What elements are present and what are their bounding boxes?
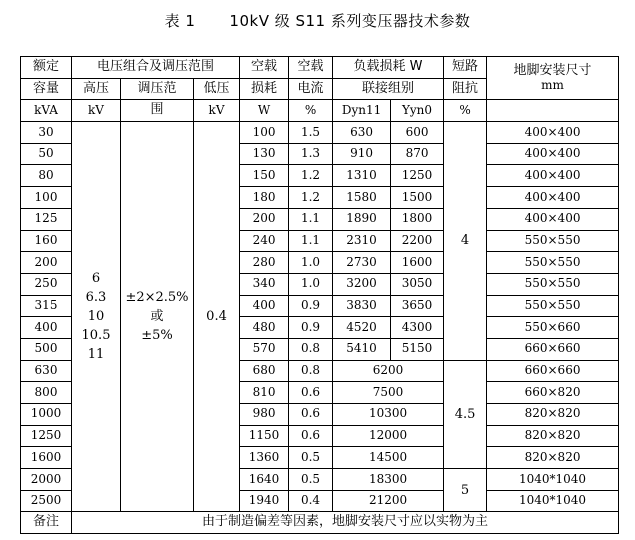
capacity-cell: 630 <box>21 360 72 382</box>
capacity-cell: 100 <box>21 187 72 209</box>
foot-size-cell: 550×660 <box>487 317 619 339</box>
no-load-loss-cell: 480 <box>240 317 289 339</box>
load-loss-dyn11-cell: 1890 <box>333 208 391 230</box>
no-load-loss-cell: 1150 <box>240 425 289 447</box>
load-loss-yyn0-cell: 1800 <box>391 208 444 230</box>
table-title <box>0 10 635 31</box>
capacity-cell: 125 <box>21 208 72 230</box>
header-hv-1: 高压 <box>72 78 121 100</box>
tap-value: ±5% <box>141 328 173 344</box>
foot-size-cell: 550×550 <box>487 252 619 274</box>
header-foot-size-label: 地脚安装尺寸 <box>513 62 592 78</box>
capacity-cell: 50 <box>21 143 72 165</box>
no-load-loss-cell: 1940 <box>240 490 289 512</box>
lv-value-cell: 0.4 <box>194 122 240 512</box>
foot-size-cell: 400×400 <box>487 165 619 187</box>
load-loss-cell: 6200 <box>333 360 444 382</box>
header-no-load-loss-unit: W <box>240 100 289 122</box>
header-foot-size <box>487 57 619 100</box>
no-load-loss-cell: 200 <box>240 208 289 230</box>
header-rated-capacity-2: 容量 <box>21 78 72 100</box>
load-loss-dyn11-cell: 630 <box>333 122 391 144</box>
capacity-cell: 2000 <box>21 469 72 491</box>
header-connection-group: 联接组别 <box>333 78 444 100</box>
header-lv-unit: kV <box>194 100 240 122</box>
foot-size-cell: 1040*1040 <box>487 469 619 491</box>
header-dyn11: Dyn11 <box>333 100 391 122</box>
foot-size-cell: 550×550 <box>487 273 619 295</box>
load-loss-cell: 7500 <box>333 382 444 404</box>
foot-size-cell: 660×660 <box>487 338 619 360</box>
header-no-load-current-2: 电流 <box>289 78 333 100</box>
load-loss-yyn0-cell: 600 <box>391 122 444 144</box>
load-loss-cell: 21200 <box>333 490 444 512</box>
header-foot-blank <box>487 100 619 122</box>
impedance-cell-b: 4.5 <box>444 360 487 468</box>
load-loss-yyn0-cell: 5150 <box>391 338 444 360</box>
foot-size-cell: 660×820 <box>487 382 619 404</box>
no-load-loss-cell: 1640 <box>240 469 289 491</box>
no-load-current-cell: 1.2 <box>289 165 333 187</box>
header-no-load-current-unit: % <box>289 100 333 122</box>
no-load-current-cell: 0.6 <box>289 404 333 426</box>
header-impedance-1: 短路 <box>444 57 487 79</box>
capacity-cell: 400 <box>21 317 72 339</box>
load-loss-cell: 10300 <box>333 404 444 426</box>
foot-size-cell: 660×660 <box>487 360 619 382</box>
load-loss-cell: 14500 <box>333 447 444 469</box>
no-load-current-cell: 1.1 <box>289 208 333 230</box>
tap-value: 或 <box>150 309 164 325</box>
hv-value: 10.5 <box>81 328 111 344</box>
load-loss-yyn0-cell: 1250 <box>391 165 444 187</box>
no-load-current-cell: 0.6 <box>289 382 333 404</box>
no-load-current-cell: 0.4 <box>289 490 333 512</box>
load-loss-yyn0-cell: 4300 <box>391 317 444 339</box>
no-load-loss-cell: 280 <box>240 252 289 274</box>
load-loss-yyn0-cell: 1600 <box>391 252 444 274</box>
load-loss-dyn11-cell: 4520 <box>333 317 391 339</box>
header-tap-range-2: 围 <box>121 100 194 122</box>
foot-size-cell: 550×550 <box>487 230 619 252</box>
no-load-loss-cell: 340 <box>240 273 289 295</box>
header-impedance-unit: % <box>444 100 487 122</box>
foot-size-cell: 820×820 <box>487 425 619 447</box>
load-loss-yyn0-cell: 2200 <box>391 230 444 252</box>
no-load-current-cell: 0.9 <box>289 317 333 339</box>
foot-size-cell: 820×820 <box>487 447 619 469</box>
header-voltage-group: 电压组合及调压范围 <box>72 57 240 79</box>
header-hv-unit: kV <box>72 100 121 122</box>
no-load-current-cell: 1.0 <box>289 273 333 295</box>
no-load-current-cell: 0.5 <box>289 469 333 491</box>
header-impedance-2: 阻抗 <box>444 78 487 100</box>
header-no-load-current-1: 空载 <box>289 57 333 79</box>
load-loss-cell: 12000 <box>333 425 444 447</box>
no-load-loss-cell: 240 <box>240 230 289 252</box>
no-load-current-cell: 0.9 <box>289 295 333 317</box>
capacity-cell: 30 <box>21 122 72 144</box>
load-loss-yyn0-cell: 3050 <box>391 273 444 295</box>
footer-label: 备注 <box>21 512 72 534</box>
no-load-loss-cell: 400 <box>240 295 289 317</box>
header-no-load-loss-2: 损耗 <box>240 78 289 100</box>
no-load-loss-cell: 100 <box>240 122 289 144</box>
load-loss-dyn11-cell: 2730 <box>333 252 391 274</box>
load-loss-dyn11-cell: 910 <box>333 143 391 165</box>
header-tap-range-1: 调压范 <box>121 78 194 100</box>
capacity-cell: 1600 <box>21 447 72 469</box>
capacity-cell: 250 <box>21 273 72 295</box>
foot-size-cell: 1040*1040 <box>487 490 619 512</box>
capacity-cell: 2500 <box>21 490 72 512</box>
capacity-cell: 1000 <box>21 404 72 426</box>
load-loss-yyn0-cell: 3650 <box>391 295 444 317</box>
capacity-cell: 1250 <box>21 425 72 447</box>
no-load-current-cell: 0.5 <box>289 447 333 469</box>
no-load-loss-cell: 570 <box>240 338 289 360</box>
no-load-loss-cell: 980 <box>240 404 289 426</box>
foot-size-cell: 550×550 <box>487 295 619 317</box>
no-load-current-cell: 0.8 <box>289 338 333 360</box>
no-load-loss-cell: 1360 <box>240 447 289 469</box>
foot-size-cell: 400×400 <box>487 187 619 209</box>
no-load-current-cell: 1.5 <box>289 122 333 144</box>
tap-range-cell <box>121 122 194 512</box>
hv-values-cell <box>72 122 121 512</box>
footer-row <box>21 512 619 534</box>
load-loss-dyn11-cell: 3830 <box>333 295 391 317</box>
transformer-spec-table <box>20 56 619 534</box>
impedance-cell-c: 5 <box>444 469 487 512</box>
capacity-cell: 80 <box>21 165 72 187</box>
header-yyn0: Yyn0 <box>391 100 444 122</box>
load-loss-dyn11-cell: 3200 <box>333 273 391 295</box>
no-load-current-cell: 0.8 <box>289 360 333 382</box>
load-loss-dyn11-cell: 1580 <box>333 187 391 209</box>
hv-value: 6.3 <box>85 290 107 306</box>
header-no-load-loss-1: 空载 <box>240 57 289 79</box>
no-load-current-cell: 0.6 <box>289 425 333 447</box>
no-load-current-cell: 1.3 <box>289 143 333 165</box>
header-foot-size-unit: mm <box>541 77 564 92</box>
load-loss-yyn0-cell: 870 <box>391 143 444 165</box>
capacity-cell: 800 <box>21 382 72 404</box>
load-loss-yyn0-cell: 1500 <box>391 187 444 209</box>
hv-value: 6 <box>91 271 101 287</box>
foot-size-cell: 400×400 <box>487 143 619 165</box>
table-caption: 10kV 级 S11 系列变压器技术参数 <box>229 12 471 30</box>
capacity-cell: 160 <box>21 230 72 252</box>
no-load-loss-cell: 680 <box>240 360 289 382</box>
load-loss-dyn11-cell: 5410 <box>333 338 391 360</box>
load-loss-cell: 18300 <box>333 469 444 491</box>
capacity-cell: 200 <box>21 252 72 274</box>
no-load-loss-cell: 150 <box>240 165 289 187</box>
no-load-current-cell: 1.0 <box>289 252 333 274</box>
no-load-loss-cell: 130 <box>240 143 289 165</box>
foot-size-cell: 400×400 <box>487 122 619 144</box>
header-load-loss: 负载损耗 W <box>333 57 444 79</box>
table-number: 表 1 <box>164 12 196 30</box>
no-load-current-cell: 1.1 <box>289 230 333 252</box>
hv-value: 10 <box>87 309 105 325</box>
foot-size-cell: 400×400 <box>487 208 619 230</box>
load-loss-dyn11-cell: 2310 <box>333 230 391 252</box>
foot-size-cell: 820×820 <box>487 404 619 426</box>
no-load-loss-cell: 180 <box>240 187 289 209</box>
tap-value: ±2×2.5% <box>125 290 189 306</box>
capacity-cell: 315 <box>21 295 72 317</box>
table-row <box>21 122 619 144</box>
footer-note: 由于制造偏差等因素，地脚安装尺寸应以实物为主 <box>72 512 619 534</box>
hv-value: 11 <box>87 347 105 363</box>
header-lv-1: 低压 <box>194 78 240 100</box>
no-load-current-cell: 1.2 <box>289 187 333 209</box>
load-loss-dyn11-cell: 1310 <box>333 165 391 187</box>
capacity-cell: 500 <box>21 338 72 360</box>
no-load-loss-cell: 810 <box>240 382 289 404</box>
impedance-cell-a: 4 <box>444 122 487 361</box>
header-rated-capacity-1: 额定 <box>21 57 72 79</box>
header-rated-capacity-unit: kVA <box>21 100 72 122</box>
